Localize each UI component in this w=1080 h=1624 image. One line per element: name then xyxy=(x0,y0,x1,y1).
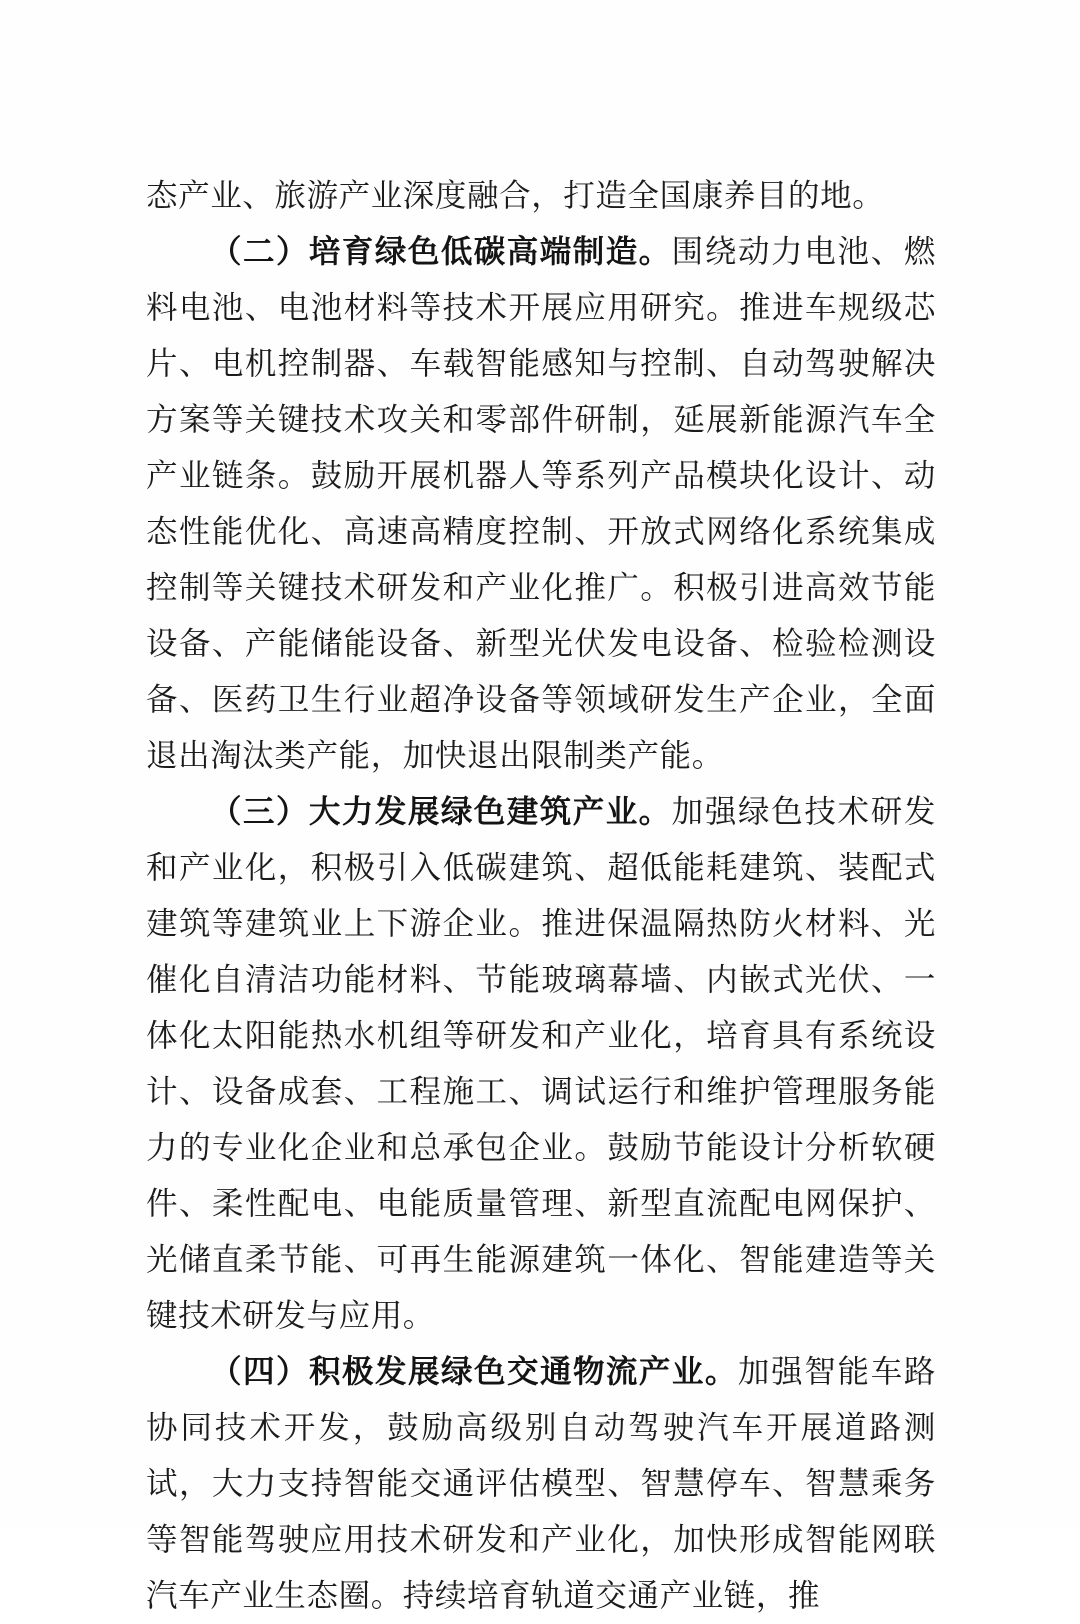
section-heading-two: （二）培育绿色低碳高端制造。 xyxy=(210,233,672,270)
paragraph-text: 态产业、旅游产业深度融合，打造全国康养目的地。 xyxy=(146,178,885,214)
paragraph-section-four xyxy=(146,1344,936,1624)
paragraph-text: 加强智能车路协同技术开发，鼓励高级别自动驾驶汽车开展道路测试，大力支持智能交通评估模型、智慧停车、智慧乘务等智能驾驶应用技术研发和产业化，加快形成智能网联汽车产业生态圈。持续培育轨道交通产业链，推 xyxy=(146,1354,936,1614)
document-body xyxy=(146,168,936,1624)
paragraph-section-three xyxy=(146,784,936,1344)
section-heading-four: （四）积极发展绿色交通物流产业。 xyxy=(210,1353,738,1390)
section-heading-three: （三）大力发展绿色建筑产业。 xyxy=(210,793,672,830)
paragraph-section-two xyxy=(146,224,936,784)
paragraph-continuation xyxy=(146,168,936,224)
paragraph-text: 围绕动力电池、燃料电池、电池材料等技术开展应用研究。推进车规级芯片、电机控制器、车载智能感知与控制、自动驾驶解决方案等关键技术攻关和零部件研制，延展新能源汽车全产业链条。鼓励开展机器人等系列产品模块化设计、动态性能优化、高速高精度控制、开放式网络化系统集成控制等关键技术研发和产业化推广。积极引进高效节能设备、产能储能设备、新型光伏发电设备、检验检测设备、医药卫生行业超净设备等领域研发生产企业，全面退出淘汰类产能，加快退出限制类产能。 xyxy=(146,234,936,774)
paragraph-text: 加强绿色技术研发和产业化，积极引入低碳建筑、超低能耗建筑、装配式建筑等建筑业上下游企业。推进保温隔热防火材料、光催化自清洁功能材料、节能玻璃幕墙、内嵌式光伏、一体化太阳能热水机组等研发和产业化，培育具有系统设计、设备成套、工程施工、调试运行和维护管理服务能力的专业化企业和总承包企业。鼓励节能设计分析软硬件、柔性配电、电能质量管理、新型直流配电网保护、光储直柔节能、可再生能源建筑一体化、智能建造等关键技术研发与应用。 xyxy=(146,794,936,1334)
